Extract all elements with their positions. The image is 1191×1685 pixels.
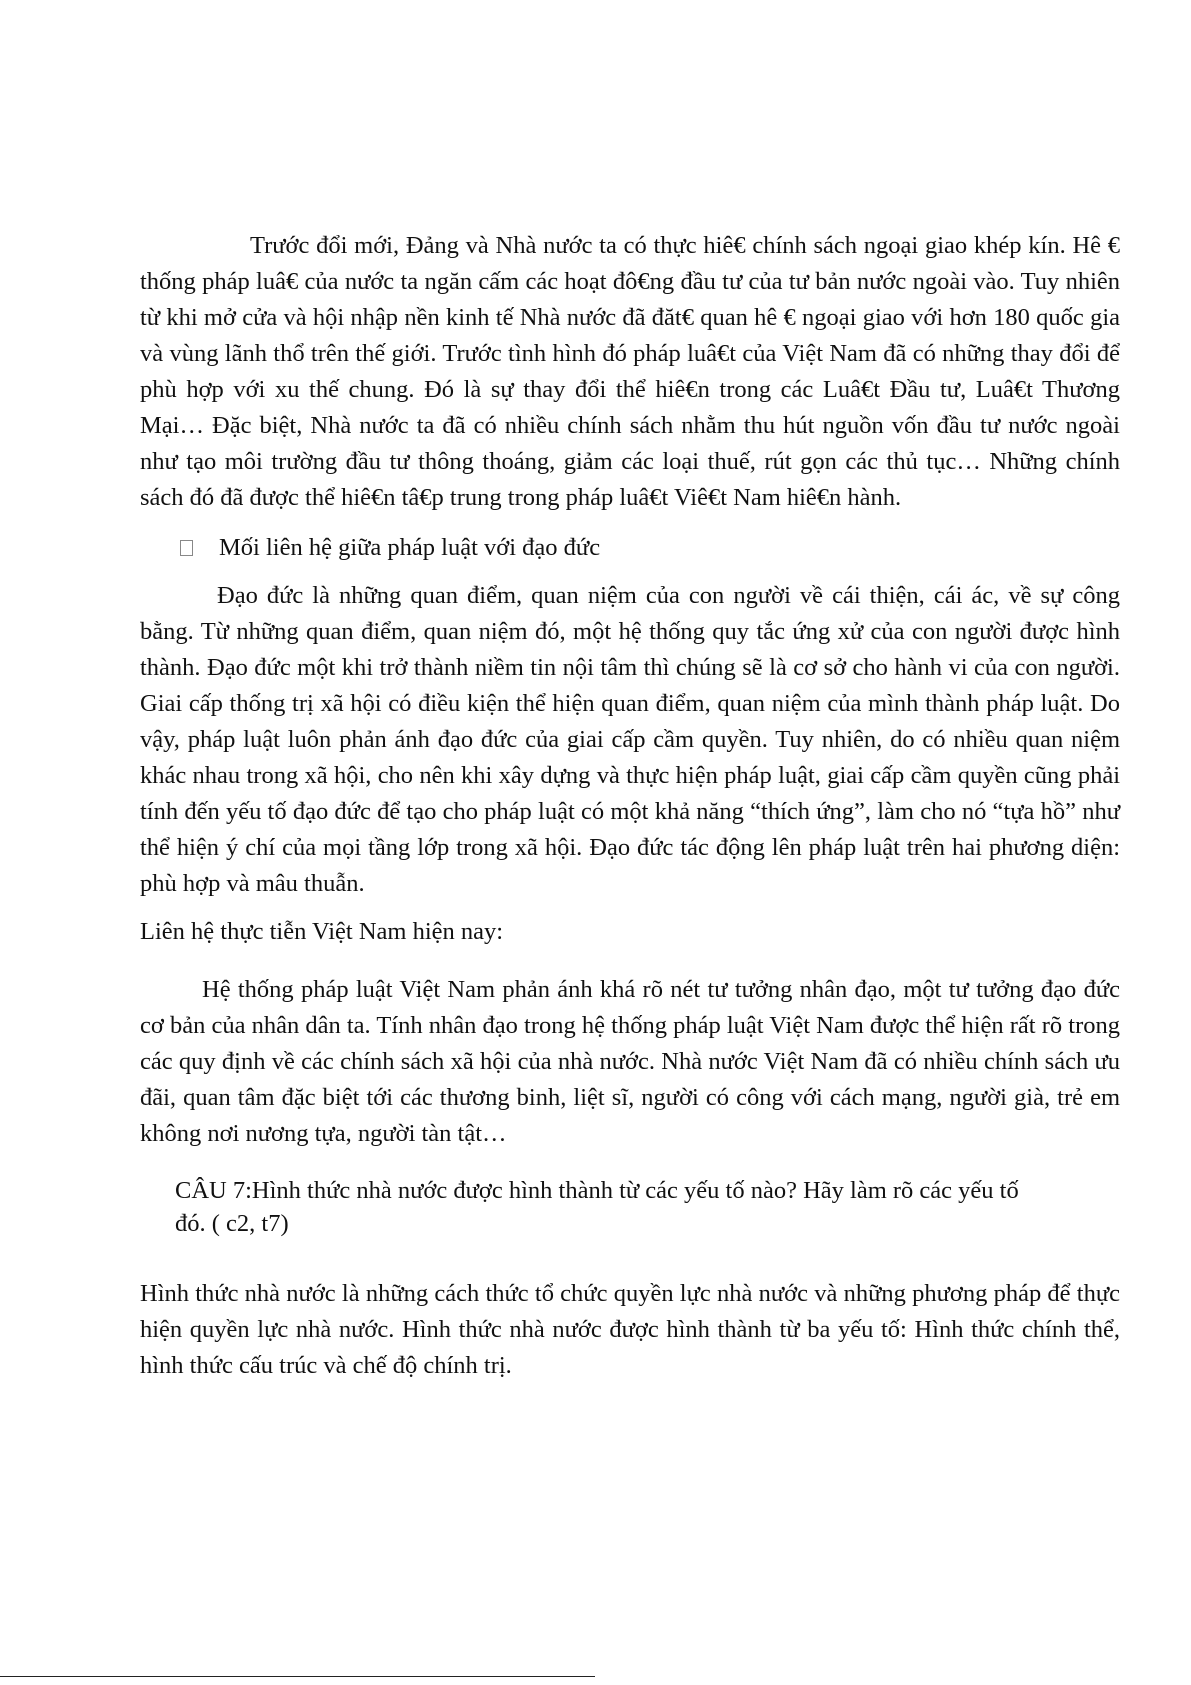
question-heading: CÂU 7:Hình thức nhà nước được hình thành từ các yếu tố nào? Hãy làm rõ các yếu tố đó. ( c2, t7) (175, 1177, 1019, 1237)
paragraph-state-form: Hình thức nhà nước là những cách thức tổ chức quyền lực nhà nước và những phương pháp để thực hiện quyền lực nhà nước. Hình thức nhà nước được hình thành từ ba yếu tố: Hình thức chính thể, hình thức cấu trúc và chế độ chính trị. (140, 1280, 1120, 1379)
document-body (140, 228, 1120, 1384)
paragraph-humanitarian: Hệ thống pháp luật Việt Nam phản ánh khá rõ nét tư tưởng nhân đạo, một tư tưởng đạo đức cơ bản của nhân dân ta. Tính nhân đạo trong hệ thống pháp luật Việt Nam được thể hiện rất rõ trong các quy định về các chính sách xã hội của nhà nước. Nhà nước Việt Nam đã có nhiều chính sách ưu đãi, quan tâm đặc biệt tới các thương binh, liệt sĩ, người có công với cách mạng, người già, trẻ em không nơi nương tựa, người tàn tật… (140, 976, 1120, 1147)
paragraph-ethics: Đạo đức là những quan điểm, quan niệm của con người về cái thiện, cái ác, về sự công bằng. Từ những quan điểm, quan niệm đó, một hệ thống quy tắc ứng xử của con người được hình thành. Đạo đức một khi trở thành niềm tin nội tâm thì chúng sẽ là cơ sở cho hành vi của con người. Giai cấp thống trị xã hội có điều kiện thể hiện quan điểm, quan niệm của mình thành pháp luật. Do vậy, pháp luật luôn phản ánh đạo đức của giai cấp cầm quyền. Tuy nhiên, do có nhiều quan niệm khác nhau trong xã hội, cho nên khi xây dựng và thực hiện pháp luật, giai cấp cầm quyền cũng phải tính đến yếu tố đạo đức để tạo cho pháp luật có một khả năng “thích ứng”, làm cho nó “tựa hồ” như thể hiện ý chí của mọi tầng lớp trong xã hội. Đạo đức tác động lên pháp luật trên hai phương diện: phù hợp và mâu thuẫn. (140, 582, 1120, 897)
paragraph-foreign-policy: Trước đổi mới, Đảng và Nhà nước ta có thực hiê€ chính sách ngoại giao khép kín. Hê € thống pháp luâ€ của nước ta ngăn cấm các hoạt đô€ng đầu tư của tư bản nước ngoài vào. Tuy nhiên từ khi mở cửa và hội nhập nền kinh tế Nhà nước đã đăt€ quan hê € ngoại giao với hơn 180 quốc gia và vùng lãnh thổ trên thế giới. Trước tình hình đó pháp luâ€t của Việt Nam đã có những thay đổi để phù hợp với xu thế chung. Đó là sự thay đổi thể hiê€n trong các Luâ€t Đầu tư, Luâ€t Thương Mại… Đặc biệt, Nhà nước ta đã có nhiều chính sách nhằm thu hút nguồn vốn đầu tư nước ngoài như tạo môi trường đầu tư thông thoáng, giảm các loại thuế, rút gọn các thủ tục… Những chính sách đó đã được thể hiê€n tâ€p trung trong pháp luâ€t Viê€t Nam hiê€n hành. (140, 232, 1120, 511)
heading-vietnam-practice: Liên hệ thực tiễn Việt Nam hiện nay: (140, 918, 504, 945)
bullet-box-icon (180, 540, 193, 556)
bullet-text: Mối liên hệ giữa pháp luật với đạo đức (219, 534, 601, 561)
footer-divider (0, 1676, 595, 1677)
bullet-item (140, 530, 1120, 566)
